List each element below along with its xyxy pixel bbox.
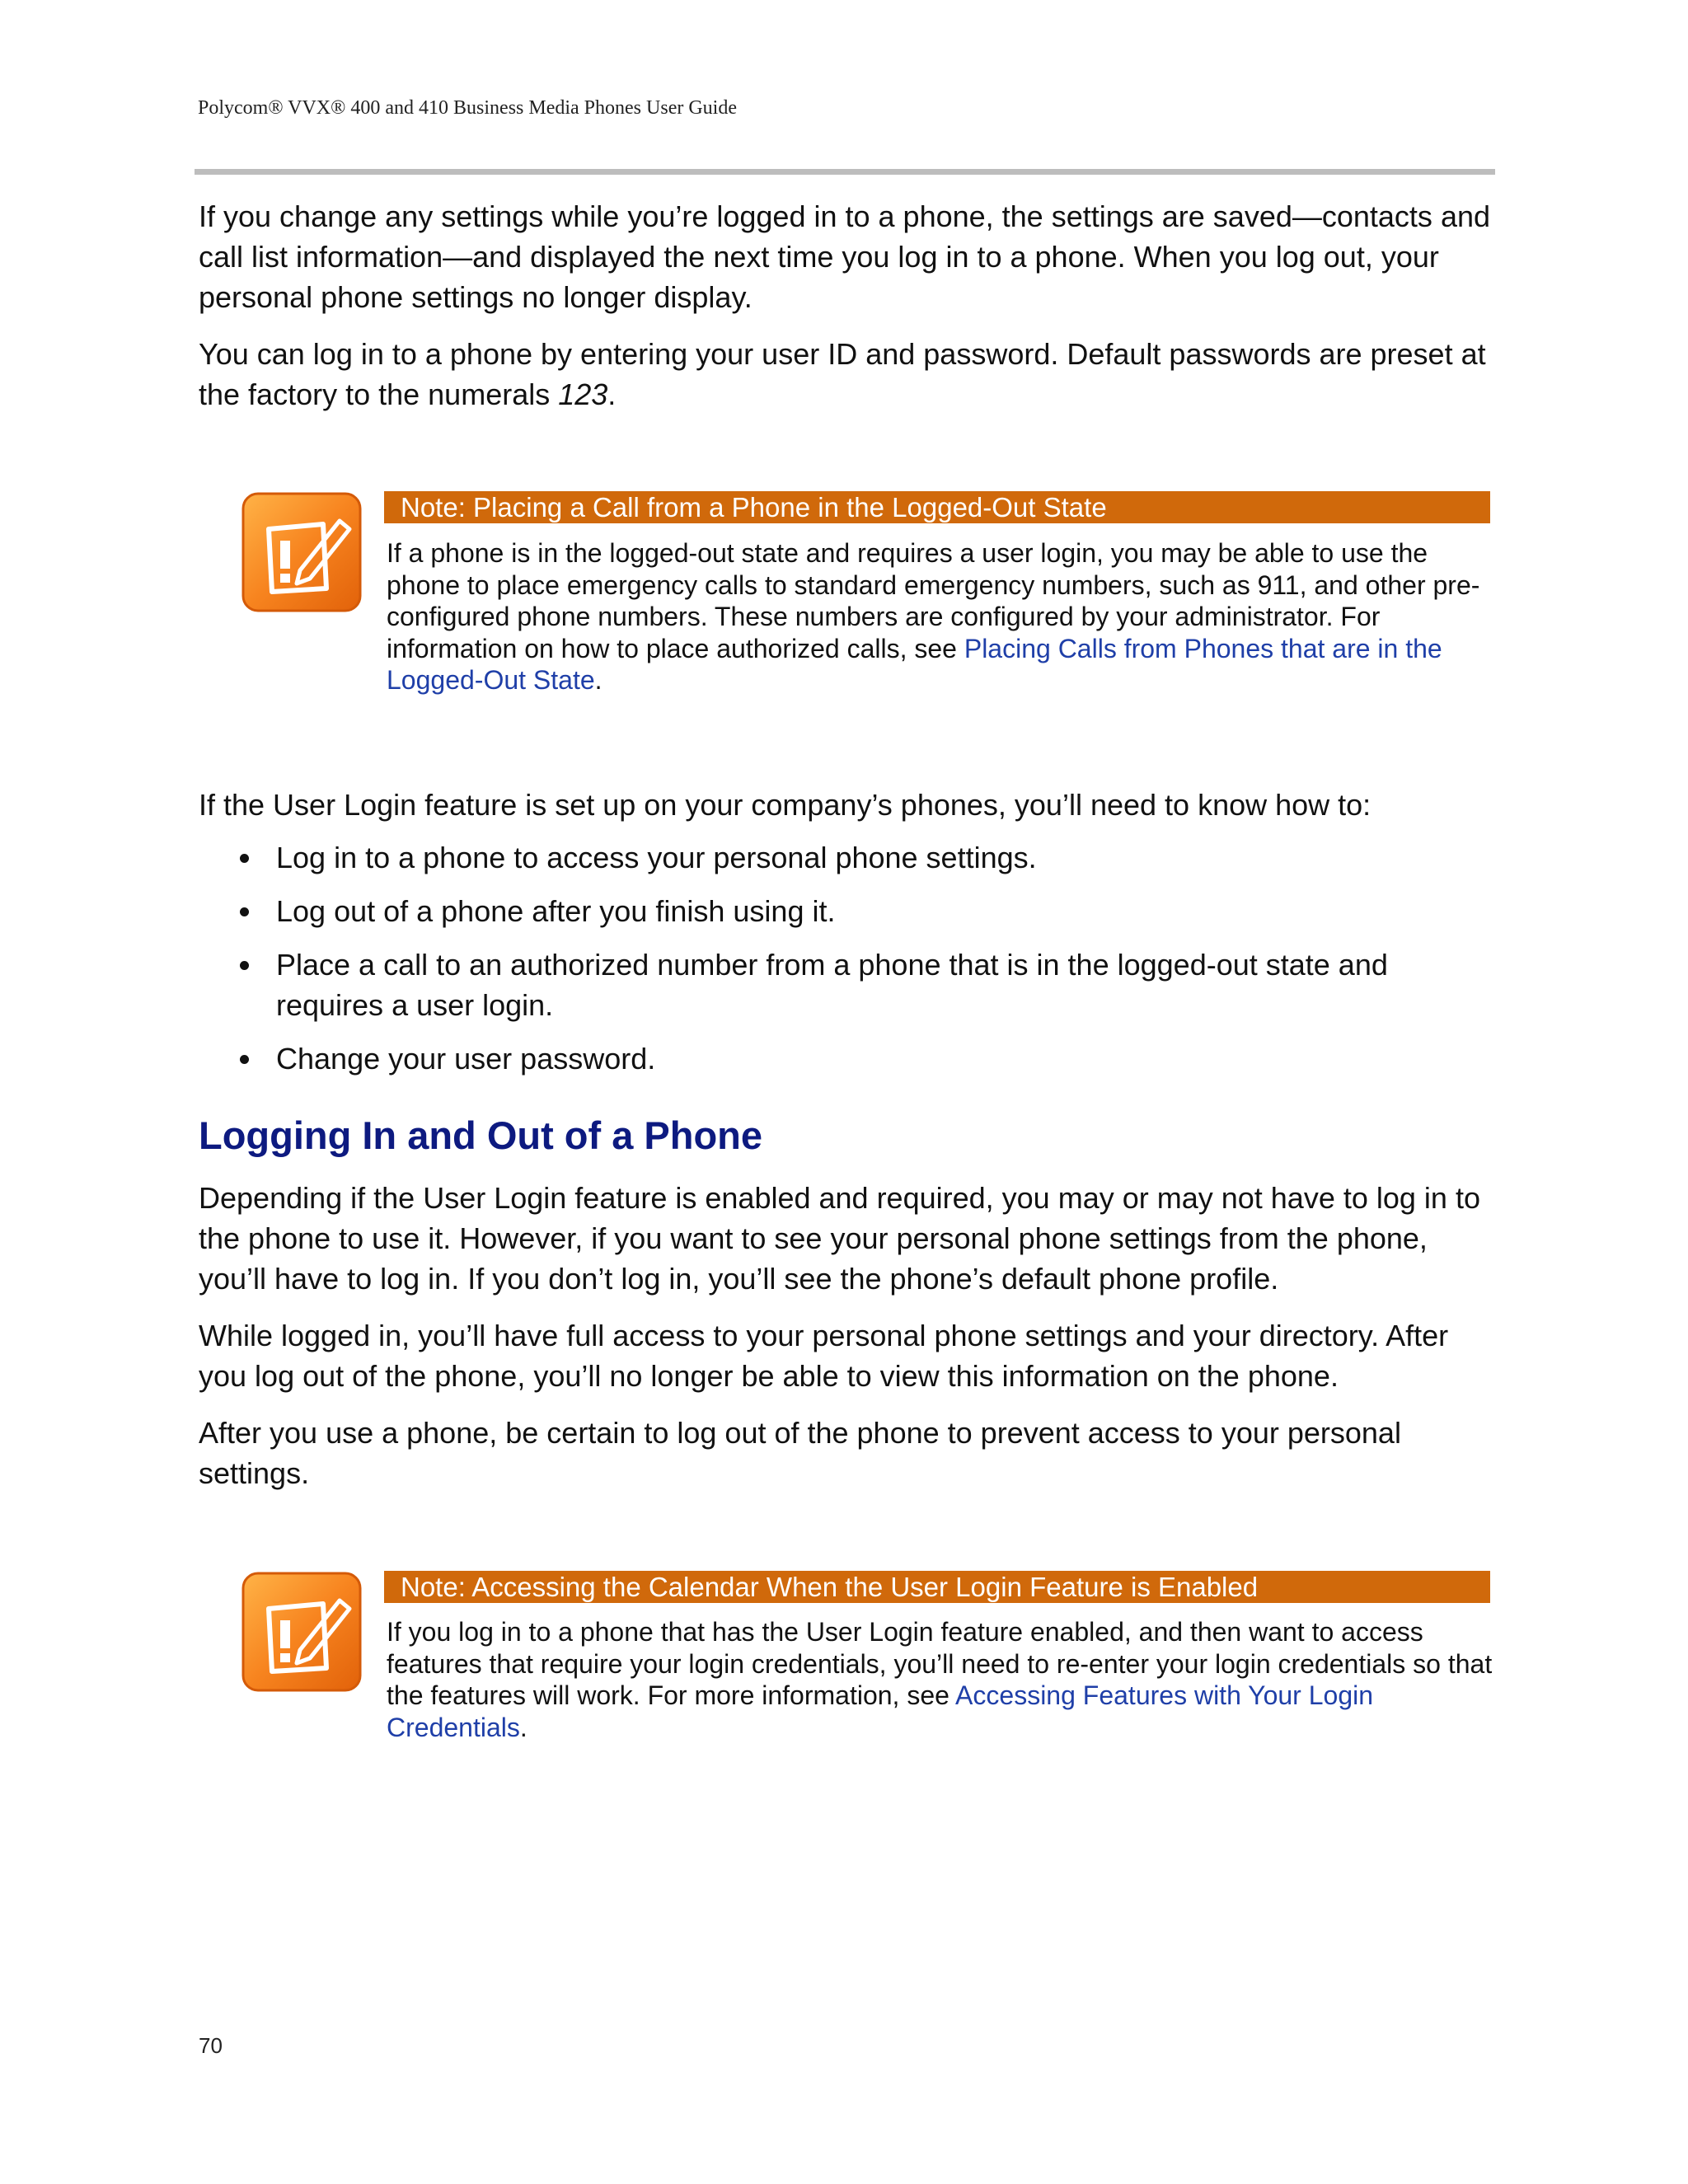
list-item-text: Place a call to an authorized number from a phone that is in the logged-out state and requires a user login.: [276, 948, 1388, 1022]
note-body-end: .: [519, 1712, 528, 1742]
bullet-icon: [240, 907, 249, 916]
section-paragraph-2: While logged in, you’ll have full access to your personal phone settings and your directory. After you log out of the phone, you’ll no longer be able to view this information on the phone.: [199, 1319, 1449, 1393]
default-password-value: 123: [558, 377, 608, 411]
list-intro: If the User Login feature is set up on your company’s phones, you’ll need to know how to:: [199, 788, 1372, 822]
intro-paragraph-2: [199, 334, 1501, 415]
list-item: [199, 891, 1501, 931]
intro-paragraph-2-text: You can log in to a phone by entering your user ID and password. Default passwords are preset at the factory to the numerals: [199, 337, 1486, 411]
intro-paragraph-1: If you change any settings while you’re logged in to a phone, the settings are saved—contacts and call list information—and displayed the next time you log in to a phone. When you log out, your personal phone settings no longer display.: [199, 199, 1491, 314]
section-heading: Logging In and Out of a Phone: [199, 1113, 763, 1157]
section-paragraph-1: Depending if the User Login feature is enabled and required, you may or may not have to log in to the phone to use it. However, if you want to see your personal phone settings from the phone, you’ll have to log in. If you don’t log in, you’ll see the phone’s default phone profile.: [199, 1181, 1480, 1296]
note-edit-icon: [241, 491, 363, 613]
list-item: [199, 944, 1501, 1025]
list-item-text: Log out of a phone after you finish using it.: [276, 894, 836, 928]
list-item-text: Log in to a phone to access your personal phone settings.: [276, 841, 1037, 874]
page-number: 70: [199, 2033, 223, 2058]
note-title-bar: Note: Placing a Call from a Phone in the Logged-Out State: [384, 491, 1490, 523]
bullet-icon: [240, 961, 249, 970]
bullet-icon: [240, 854, 249, 863]
note-edit-icon: [241, 1571, 363, 1693]
section-paragraph-3: After you use a phone, be certain to log out of the phone to prevent access to your personal settings.: [199, 1416, 1401, 1490]
accessing-features-link[interactable]: Accessing Features with Your Login Credentials: [387, 1680, 1374, 1742]
note-body-text: If you log in to a phone that has the User Login feature enabled, and then want to access features that require your login credentials, you’ll need to re-enter your login credentials so that the features will work. For more information, see: [387, 1617, 1493, 1710]
list-item: [199, 837, 1501, 878]
running-header: Polycom® VVX® 400 and 410 Business Media Phones User Guide: [198, 97, 737, 119]
note-body-text: If a phone is in the logged-out state and requires a user login, you may be able to use the phone to place emergency calls to standard emergency numbers, such as 911, and other pre-configured phone numbers. These numbers are configured by your administrator. For information on how to place authorized calls, see: [387, 538, 1480, 663]
note-title-bar: Note: Accessing the Calendar When the User Login Feature is Enabled: [384, 1571, 1490, 1603]
list-item-text: Change your user password.: [276, 1042, 656, 1076]
note-body: [387, 1616, 1495, 1743]
note-body-end: .: [594, 665, 603, 695]
bullet-icon: [240, 1055, 249, 1064]
task-list: [199, 837, 1501, 1079]
note-body: [387, 537, 1495, 696]
header-rule: [195, 169, 1495, 175]
intro-paragraph-2-end: .: [607, 377, 617, 411]
list-item: [199, 1038, 1501, 1079]
placing-calls-link[interactable]: Placing Calls from Phones that are in the Logged-Out State: [387, 633, 1442, 695]
